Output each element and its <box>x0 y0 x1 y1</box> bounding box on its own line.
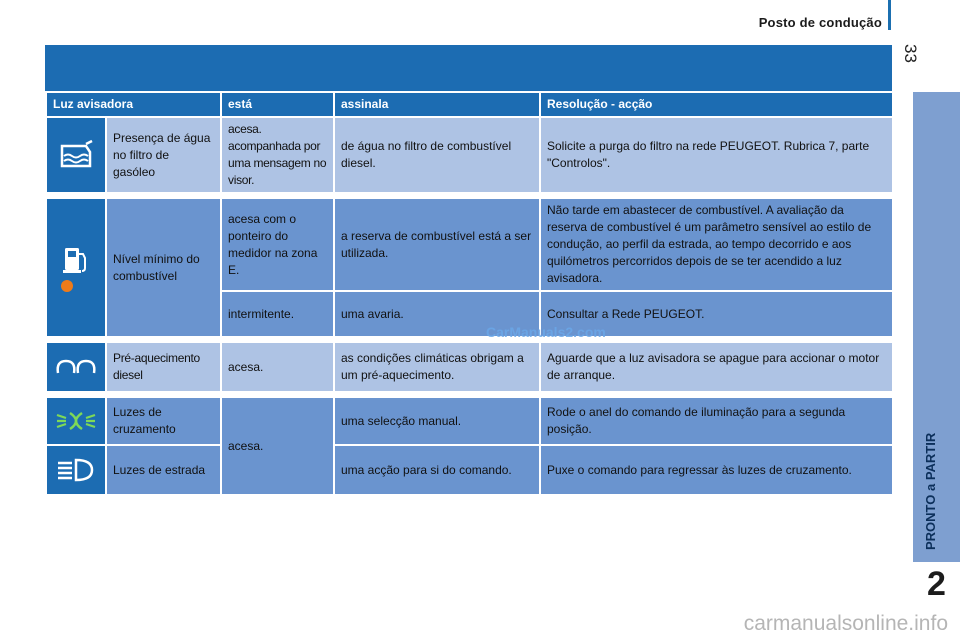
fuel-warning-dot <box>61 280 73 292</box>
main-beam-icon-cell <box>46 445 106 495</box>
fuel-state-flash: intermitente. <box>221 291 334 337</box>
preheat-meaning: as condições climáticas obrigam a um pré-aquecimento. <box>334 342 540 392</box>
table-header-row <box>46 92 893 117</box>
col-header-meaning: assinala <box>334 92 540 117</box>
fuel-action-flash: Consultar a Rede PEUGEOT. <box>540 291 893 337</box>
table-row <box>46 342 893 392</box>
table-banner <box>45 45 892 91</box>
fuel-action-on: Não tarde em abastecer de combustível. A avaliação da reserva de combustível é um parâmetro sensível ao estilo de condução, ao perfil da estrada, ao tempo decorrido e aos quilómetros percorridos depois de se ter acendido a luz avisadora. <box>540 198 893 291</box>
watermark-site: carmanualsonline.info <box>743 612 948 635</box>
table-row <box>46 117 893 193</box>
preheat-icon-cell <box>46 342 106 392</box>
chapter-label: PRONTO a PARTIR <box>923 432 938 550</box>
water-state: acesa. acompanhada por uma mensagem no visor. <box>221 117 334 193</box>
chapter-number: 2 <box>927 565 946 603</box>
dipped-action: Rode o anel do comando de iluminação para a segunda posição. <box>540 397 893 445</box>
main-beam-action: Puxe o comando para regressar às luzes de cruzamento. <box>540 445 893 495</box>
preheat-action: Aguarde que a luz avisadora se apague para accionar o motor de arranque. <box>540 342 893 392</box>
dipped-icon-cell <box>46 397 106 445</box>
col-header-light: Luz avisadora <box>46 92 221 117</box>
watermark-carmanuals: CarManuals2.com <box>486 324 606 340</box>
table-row <box>46 397 893 445</box>
page-number: 33 <box>901 44 920 63</box>
dipped-name: Luzes de cruzamento <box>106 397 221 445</box>
main-beam-meaning: uma acção para si do comando. <box>334 445 540 495</box>
water-in-fuel-icon <box>56 138 96 172</box>
lights-state: acesa. <box>221 397 334 495</box>
water-name: Presença de água no filtro de gasóleo <box>106 117 221 193</box>
fuel-name: Nível mínimo do combustível <box>106 198 221 337</box>
main-beam-name: Luzes de estrada <box>106 445 221 495</box>
header-rule <box>888 0 891 30</box>
warning-lights-table <box>45 91 894 496</box>
main-beam-icon <box>54 456 98 484</box>
preheat-state: acesa. <box>221 342 334 392</box>
page-header-title: Posto de condução <box>758 15 882 30</box>
table-row <box>46 445 893 495</box>
col-header-state: está <box>221 92 334 117</box>
water-action: Solicite a purga do filtro na rede PEUGEOT. Rubrica 7, parte "Controlos". <box>540 117 893 193</box>
fuel-icon-cell <box>46 198 106 337</box>
fuel-meaning-on: a reserva de combustível está a ser utilizada. <box>334 198 540 291</box>
water-filter-icon-cell <box>46 117 106 193</box>
fuel-state-on: acesa com o ponteiro do medidor na zona E. <box>221 198 334 291</box>
water-meaning: de água no filtro de combustível diesel. <box>334 117 540 193</box>
col-header-action: Resolução - acção <box>540 92 893 117</box>
glow-plug-icon <box>54 355 98 379</box>
dipped-beam-icon <box>54 407 98 435</box>
fuel-pump-icon <box>56 242 96 294</box>
preheat-name: Pré-aquecimento diesel <box>106 342 221 392</box>
table-row <box>46 198 893 291</box>
fuel-meaning-flash: uma avaria. <box>334 291 540 337</box>
dipped-meaning: uma selecção manual. <box>334 397 540 445</box>
